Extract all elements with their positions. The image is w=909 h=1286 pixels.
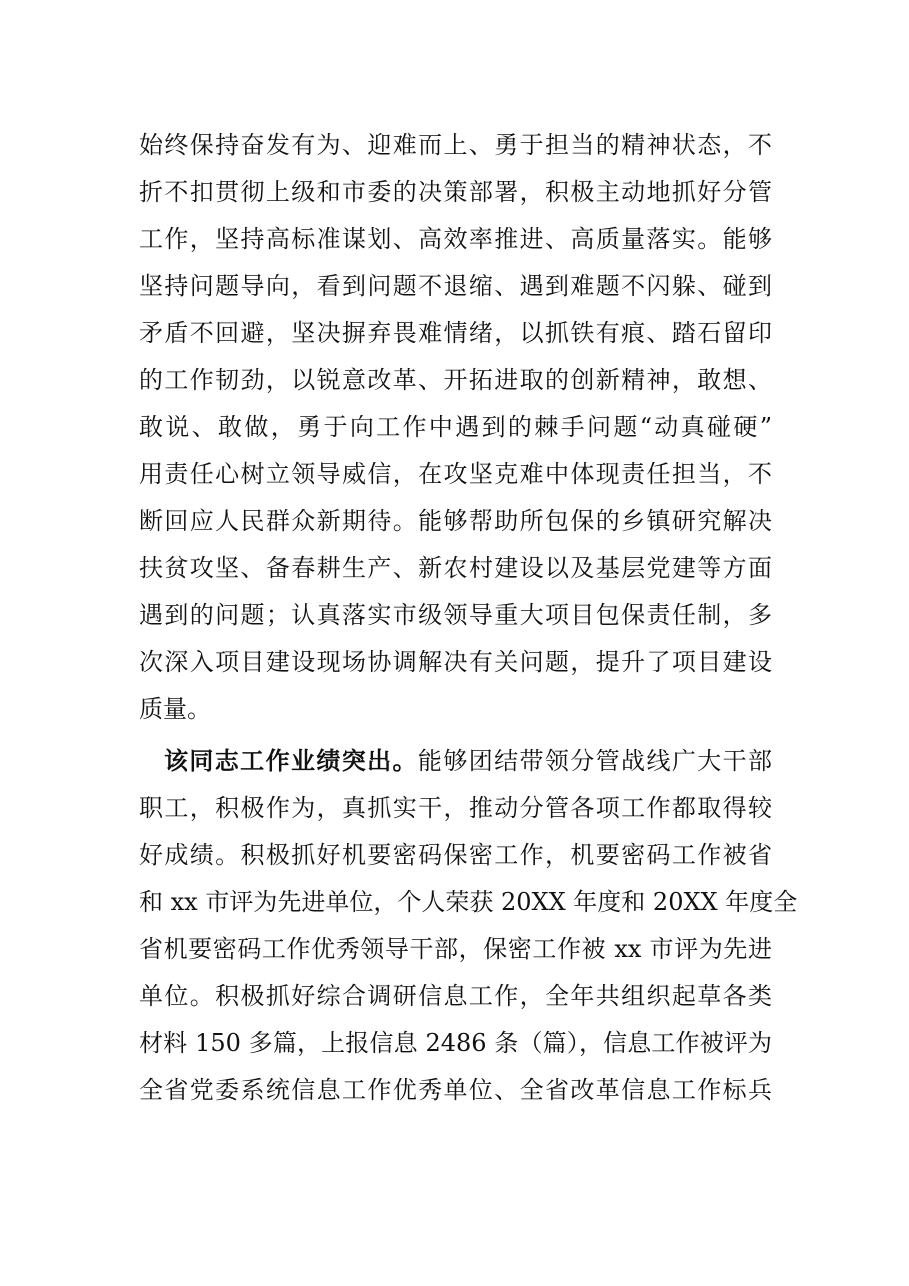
paragraph-1-line-8: 用责任心树立领导威信，在攻坚克难中体现责任担当，不 bbox=[139, 460, 772, 488]
paragraph-2-line-2: 职工，积极作为，真抓实干，推动分管各项工作都取得较 bbox=[139, 794, 772, 822]
paragraph-2-line-1-text: 能够团结带领分管战线广大干部 bbox=[417, 747, 773, 775]
paragraph-1-line-9: 断回应人民群众新期待。能够帮助所包保的乡镇研究解决 bbox=[139, 507, 772, 535]
paragraph-1-line-4: 坚持问题导向，看到问题不退缩、遇到难题不闪躲、碰到 bbox=[139, 272, 772, 300]
paragraph-2-heading: 该同志工作业绩突出。 bbox=[164, 746, 418, 775]
paragraph-2-line-7: 材料 150 多篇，上报信息 2486 条（篇），信息工作被评为 bbox=[139, 1029, 772, 1057]
paragraph-2-line-1 bbox=[164, 741, 772, 781]
paragraph-2-line-5: 省机要密码工作优秀领导干部，保密工作被 xx 市评为先进 bbox=[139, 935, 772, 963]
paragraph-1-line-13: 质量。 bbox=[139, 695, 211, 723]
paragraph-1-line-6: 的工作韧劲，以锐意改革、开拓进取的创新精神，敢想、 bbox=[139, 366, 772, 394]
paragraph-2-line-8: 全省党委系统信息工作优秀单位、全省改革信息工作标兵 bbox=[139, 1076, 772, 1104]
paragraph-1-line-12: 次深入项目建设现场协调解决有关问题，提升了项目建设 bbox=[139, 648, 772, 676]
paragraph-1-line-5: 矛盾不回避，坚决摒弃畏难情绪，以抓铁有痕、踏石留印 bbox=[139, 319, 772, 347]
paragraph-1-line-2: 折不扣贯彻上级和市委的决策部署，积极主动地抓好分管 bbox=[139, 178, 772, 206]
paragraph-2-line-6: 单位。积极抓好综合调研信息工作，全年共组织起草各类 bbox=[139, 982, 772, 1010]
paragraph-1-line-1: 始终保持奋发有为、迎难而上、勇于担当的精神状态，不 bbox=[139, 131, 772, 159]
paragraph-1-line-7: 敢说、敢做，勇于向工作中遇到的棘手问题“动真碰硬” bbox=[139, 413, 772, 441]
paragraph-2-line-4: 和 xx 市评为先进单位，个人荣获 20XX 年度和 20XX 年度全 bbox=[139, 888, 798, 916]
paragraph-1-line-3: 工作，坚持高标准谋划、高效率推进、高质量落实。能够 bbox=[139, 225, 772, 253]
paragraph-2-line-3: 好成绩。积极抓好机要密码保密工作，机要密码工作被省 bbox=[139, 841, 772, 869]
paragraph-1-line-10: 扶贫攻坚、备春耕生产、新农村建设以及基层党建等方面 bbox=[139, 554, 772, 582]
paragraph-1-line-11: 遇到的问题；认真落实市级领导重大项目包保责任制，多 bbox=[139, 601, 772, 629]
